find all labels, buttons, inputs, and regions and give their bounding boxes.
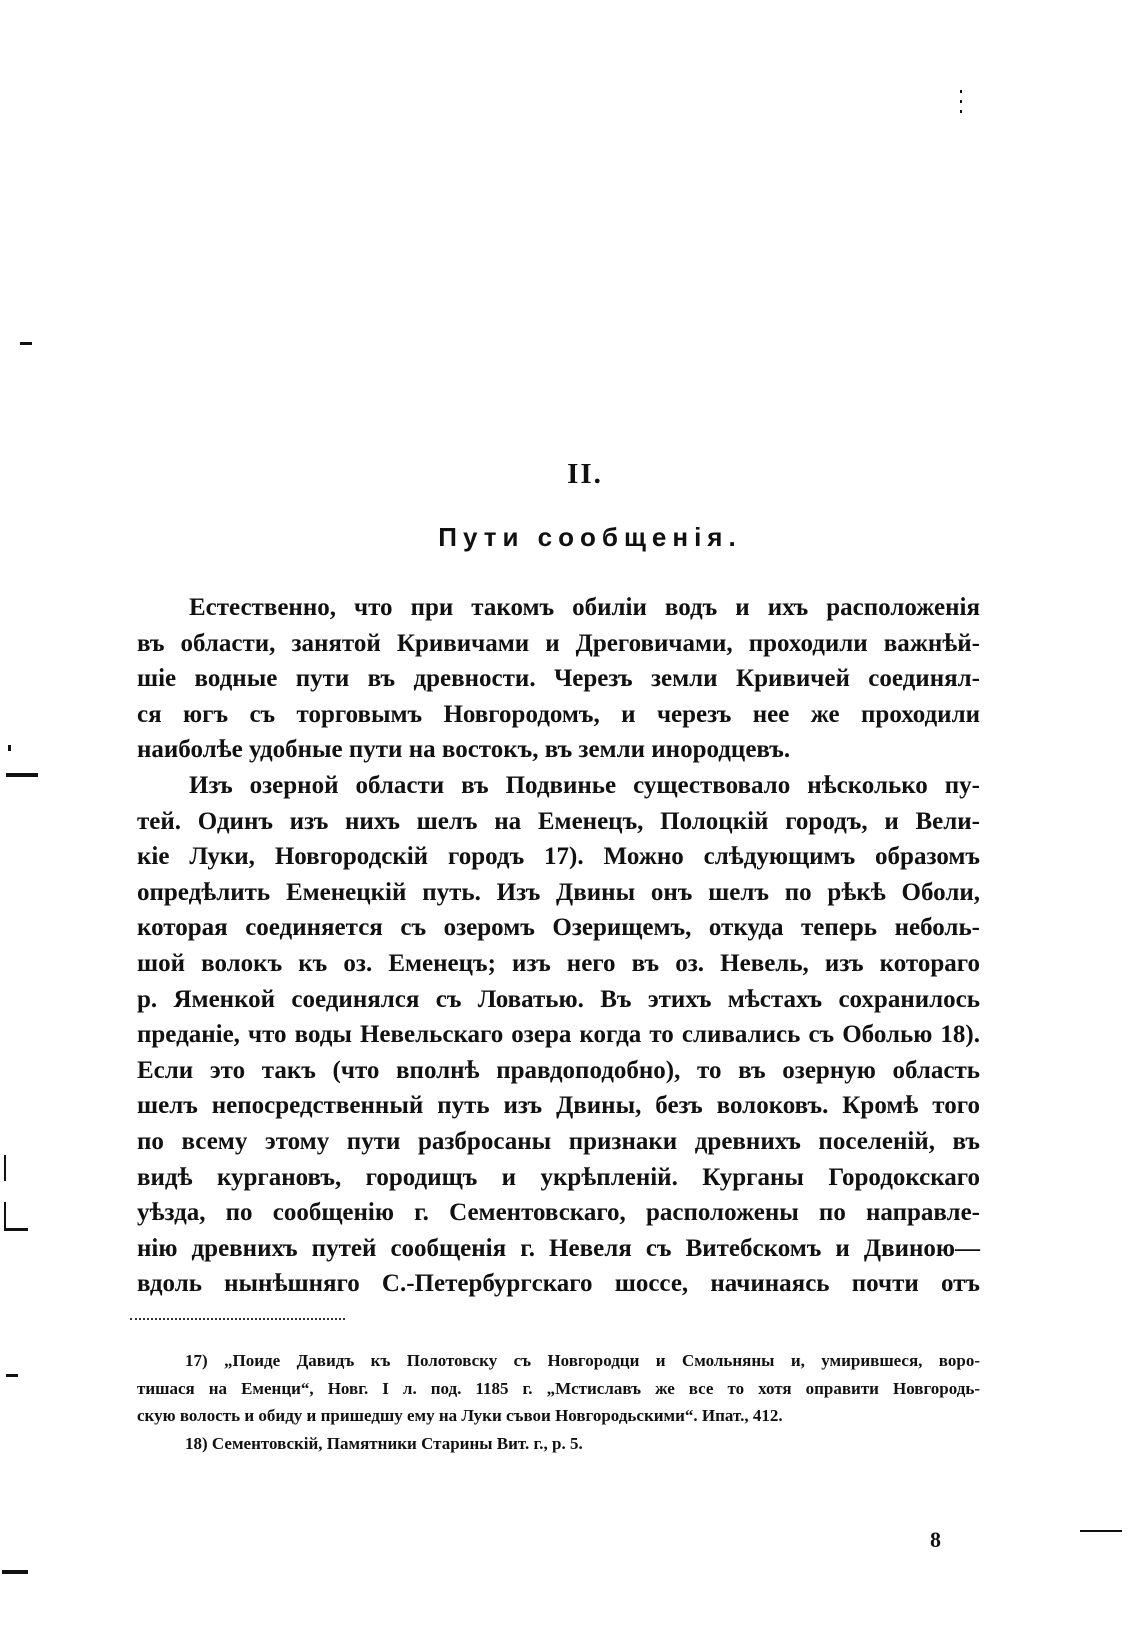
text-line: Изъ озерной области въ Подвинье существовало нѣсколько пу-: [189, 771, 980, 799]
text-line: Если это такъ (что вполнѣ правдоподобно), то въ озерную область: [137, 1056, 980, 1084]
margin-mark: [960, 90, 962, 93]
margin-mark: [4, 1228, 28, 1231]
margin-mark: [960, 110, 962, 113]
footnote-line: тишася на Еменци“, Новг. I л. под. 1185 г. „Мстиславъ же все то хотя оправити Новгородь-: [137, 1378, 980, 1398]
text-line: вдоль нынѣшняго С.-Петербургскаго шоссе, начинаясь почти отъ: [137, 1270, 980, 1298]
text-line: Естественно, что при такомъ обиліи водъ и ихъ расположенія: [189, 594, 980, 621]
footnote-separator: [130, 1318, 345, 1320]
chapter-title: Пути сообщенія.: [438, 522, 742, 552]
margin-mark: [4, 1202, 6, 1228]
page-number: 8: [930, 1527, 941, 1552]
margin-mark: [20, 342, 32, 345]
margin-mark: [2, 1570, 28, 1574]
text-line: наиболѣе удобные пути на востокъ, въ земли инородцевъ.: [137, 736, 791, 764]
paragraph: [137, 768, 980, 1302]
text-line: ся югъ съ торговымъ Новгородомъ, и черезъ нее же проходили: [137, 700, 980, 728]
text-line: видѣ кургановъ, городищъ и укрѣпленій. Курганы Городокскаго: [137, 1163, 980, 1191]
text-line: нію древнихъ путей сообщенія г. Невеля съ Витебскомъ и Двиною—: [137, 1234, 980, 1262]
margin-mark: [1080, 1530, 1122, 1532]
footnote: [137, 1347, 980, 1430]
text-line: шой волокъ къ оз. Еменецъ; изъ него въ оз. Невель, изъ котораго: [137, 949, 980, 977]
text-line: шіе водные пути въ древности. Черезъ земли Кривичей соединял-: [137, 665, 980, 693]
margin-mark: [6, 773, 38, 777]
paragraph: [137, 590, 980, 768]
text-line: опредѣлить Еменецкій путь. Изъ Двины онъ шелъ по рѣкѣ Оболи,: [137, 878, 980, 906]
footnotes: [137, 1347, 980, 1457]
text-line: р. Яменкой соединялся съ Ловатью. Въ этихъ мѣстахъ сохранилось: [137, 985, 980, 1013]
margin-mark: [6, 1374, 18, 1377]
footnote-line: скую волость и обиду и пришедшу ему на Луки съвои Новгородьскими“. Ипат., 412.: [137, 1406, 783, 1425]
text-line: преданіе, что воды Невельскаго озера когда то сливались съ Оболью 18).: [137, 1021, 980, 1049]
text-line: кіе Луки, Новгородскій городъ 17). Можно слѣдующимъ образомъ: [137, 843, 980, 871]
margin-mark: [4, 1155, 6, 1181]
text-line: шелъ непосредственный путь изъ Двины, безъ волоковъ. Кромѣ того: [137, 1092, 980, 1120]
footnote: [137, 1430, 980, 1458]
footnote-line: 18) Сементовскій, Памятники Старины Вит. г., p. 5.: [185, 1433, 583, 1453]
text-line: которая соединяется съ озеромъ Озерищемъ, откуда теперь неболь-: [137, 914, 980, 942]
footnote-line: 17) „Поиде Давидъ къ Полотовску съ Новгородци и Смольняны и, умирившеся, воро-: [185, 1351, 980, 1370]
chapter-number: II.: [567, 458, 603, 490]
body-text: [137, 590, 980, 1302]
text-line: по всему этому пути разбросаны признаки древнихъ поселеній, въ: [137, 1127, 980, 1155]
margin-mark: [960, 100, 962, 103]
margin-mark: [8, 745, 11, 751]
text-line: въ области, занятой Кривичами и Дреговичами, проходили важнѣй-: [137, 629, 980, 657]
text-line: уѣзда, по сообщенію г. Сементовскаго, расположены по направле-: [137, 1199, 980, 1227]
text-line: тей. Одинъ изъ нихъ шелъ на Еменецъ, Полоцкій городъ, и Вели-: [137, 807, 980, 835]
